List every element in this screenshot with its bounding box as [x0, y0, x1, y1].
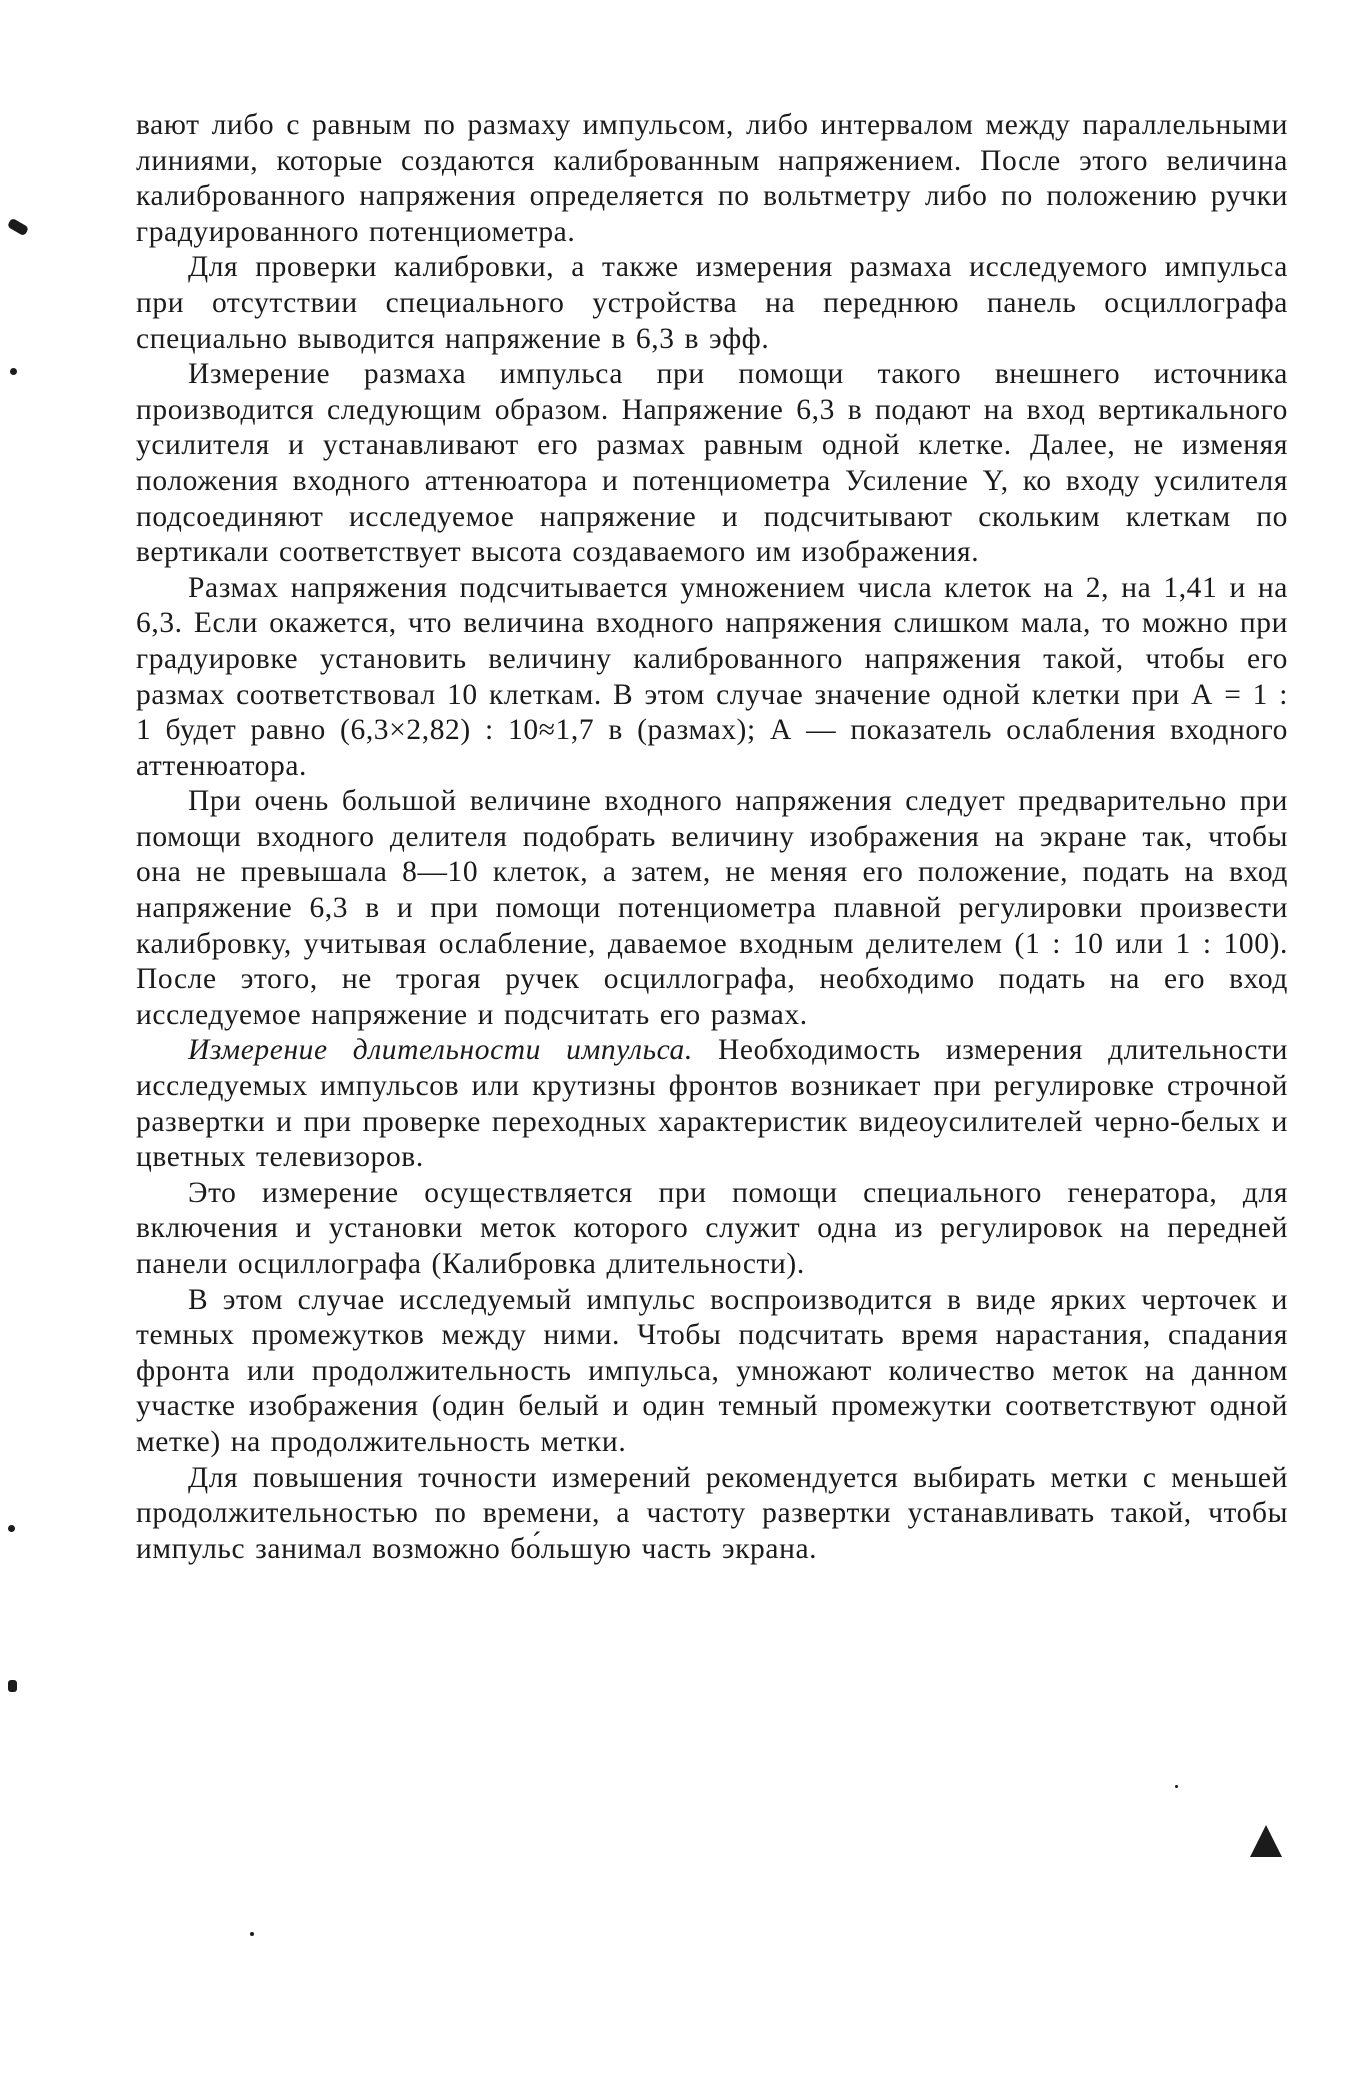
- paragraph-accuracy: Для повышения точности измерений рекомендуется выбирать метки с меньшей продолжительностью по времени, а частоту развертки устанавливать такой, чтобы импульс занимал возможно бо́льшую часть экрана.: [136, 1461, 1288, 1565]
- paragraph-amplitude-measurement: Измерение размаха импульса при помощи такого внешнего источника производится следующим образом. Напряжение 6,3 в подают на вход вертикального усилителя и устанавливают его размах равным одной клетке. Далее, не изменяя положения входного аттенюатора и потенциометра Усиление Y, ко входу усилителя подсоединяют исследуемое напряжение и подсчитывают скольким клеткам по вертикали соответствует высота создаваемого им изображения.: [136, 358, 1288, 569]
- section-heading: Измерение длительности импульса.: [188, 1034, 693, 1067]
- paragraph-marks-counting: В этом случае исследуемый импульс воспроизводится в виде ярких черточек и темных промежутков между ними. Чтобы подсчитать время нарастания, спадания фронта или продолжительность импульса, умножают количество меток на данном участке изображения (один белый и один темный промежутки соответствуют одной метке) на продолжительность метки.: [136, 1283, 1288, 1458]
- paragraph-amplitude-calculation: Размах напряжения подсчитывается умножением числа клеток на 2, на 1,41 и на 6,3. Если окажется, что величина входного напряжения слишком мала, то можно при градуировке установить величину калиброванного напряжения такой, чтобы его размах соответствовал 10 клеткам. В этом случае значение одной клетки при А = 1 : 1 будет равно (6,3×2,82) : 10≈1,7 в (размах); А — показатель ослабления входного аттенюатора.: [136, 571, 1288, 782]
- scan-speck: [1175, 1785, 1178, 1788]
- scan-speck: [8, 1525, 15, 1532]
- paragraph-generator: Это измерение осуществляется при помощи специального генератора, для включения и установки меток которого служит одна из регулировок на передней панели осциллографа (Калибровка длительности).: [136, 1176, 1288, 1280]
- scan-speck: [7, 218, 29, 237]
- page-body: [136, 108, 1288, 1567]
- paragraph-calibration-check: Для проверки калибровки, а также измерения размаха исследуемого импульса при отсутствии специального устройства на переднюю панель осциллографа специально выводится напряжение в 6,3 в эфф.: [136, 251, 1288, 355]
- triangle-marker-icon: [1250, 1825, 1282, 1857]
- scan-speck: [10, 368, 17, 375]
- paragraph-large-voltage: При очень большой величине входного напряжения следует предварительно при помощи входного делителя подобрать величину изображения на экране так, чтобы она не превышала 8—10 клеток, а затем, не меняя его положение, подать на вход напряжение 6,3 в и при помощи потенциометра плавной регулировки произвести калибровку, учитывая ослабление, даваемое входным делителем (1 : 10 или 1 : 100). После этого, не трогая ручек осциллографа, необходимо подать на его вход исследуемое напряжение и подсчитать его размах.: [136, 785, 1288, 1031]
- scan-speck: [8, 1680, 17, 1692]
- paragraph-duration-measurement: Измерение длительности импульса. Необходимость измерения длительности исследуемых импульсов или крутизны фронтов возникает при регулировке строчной развертки и при проверке переходных характеристик видеоусилителей черно-белых и цветных телевизоров.: [136, 1034, 1288, 1174]
- scan-speck: [250, 1932, 254, 1936]
- paragraph-continuation: вают либо с равным по размаху импульсом, либо интервалом между параллельными линиями, которые создаются калиброванным напряжением. После этого величина калиброванного напряжения определяется по вольтметру либо по положению ручки градуированного потенциометра.: [136, 109, 1288, 248]
